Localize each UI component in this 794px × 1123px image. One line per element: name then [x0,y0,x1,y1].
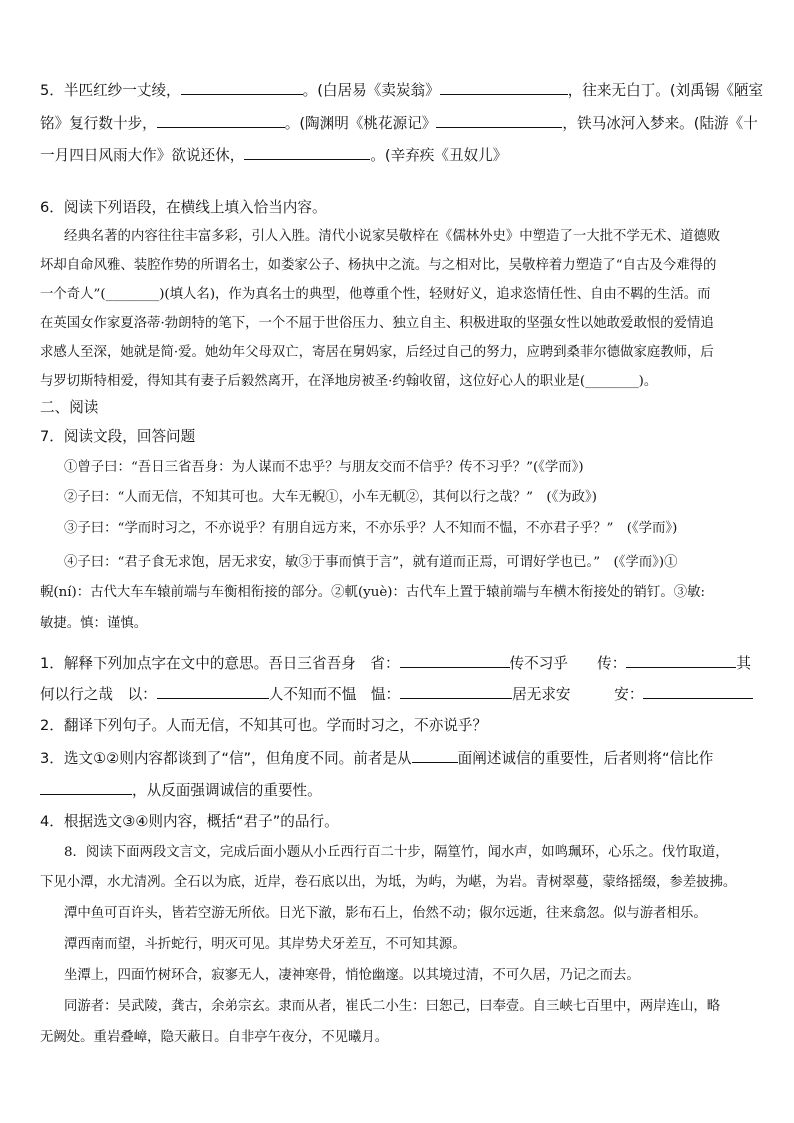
q7-blank-chuan[interactable] [626,653,736,668]
q7-blank-yun[interactable] [400,684,512,699]
section-title-reading: 二、阅读 [40,399,99,416]
q8-line-4: 坐潭上，四面竹树环合，寂寥无人，凄神寒骨，悄怆幽邃。以其境过清，不可久居，乃记之而去。 [64,968,640,983]
q5-line2 [40,113,760,134]
q8-line-3: 潭西南而望，斗折蛇行，明灭可见。其岸势犬牙差互，不可知其源。 [64,937,466,952]
q7-sub3-text-b: 面阐述诚信的重要性，后者则将“信比作 [457,750,714,767]
q7-sub1-text-c: 其 [736,655,751,672]
q7-sub3-line1 [40,748,760,769]
q7-notes-2: 敏捷。慎：谨慎。 [40,616,148,631]
q7-sub1-text-d: 何以行之哉 以： [40,686,157,703]
q5-l3-text-a: 一月四日风雨大作》欲说还休， [40,147,245,164]
q7-title: 7．阅读文段，回答问题 [40,428,196,445]
q7-blank-yi[interactable] [157,684,269,699]
q5-l1-text-c: ，往来无白丁。(刘禹锡《陋室 [567,82,764,99]
q8-line-5: 同游者：吴武陵，龚古，余弟宗玄。隶而从者，崔氏二小生：曰恕己，曰奉壹。自三峡七百里中，两岸连山，略 [64,999,721,1014]
q8-line-2: 潭中鱼可百许头，皆若空游无所依。日光下澈，影布石上，佁然不动；俶尔远逝，往来翕忽。似与游者相乐。 [64,906,707,921]
q7-blank-metaphor[interactable] [40,780,132,795]
q7-passage-1: ①曾子曰：“吾日三省吾身：为人谋而不忠乎？与朋友交而不信乎？传不习乎？”(《学而》) [64,460,584,475]
q5-l1-text-a: 5．半匹红纱一丈绫， [40,82,181,99]
q7-blank-angle[interactable] [412,748,458,763]
q7-sub1-line2 [40,684,760,705]
q8-line-1: 下见小潭，水尤清冽。全石以为底，近岸，卷石底以出，为坻，为屿，为嵁，为岩。青树翠蔓，蒙络摇缀，参差披拂。 [40,875,737,890]
q5-blank-1[interactable] [181,80,303,95]
q6-title: 6．阅读下列语段，在横线上填入恰当内容。 [40,199,327,216]
q7-sub3-text-a: 3．选文①②则内容都谈到了“信”，但角度不同。前者是从 [40,750,412,767]
q6-line-6: 与罗切斯特相爱，得知其有妻子后毅然离开，在泽地房被圣·约翰收留，这位好心人的职业是(________)。 [40,374,658,389]
q7-sub1-text-f: 居无求安 安： [512,686,644,703]
q7-sub1-text-a: 1．解释下列加点字在文中的意思。吾日三省吾身 省： [40,655,400,672]
q5-blank-4[interactable] [436,113,562,128]
q5-l3-text-b: 。(辛弃疾《丑奴儿》 [370,147,508,164]
q7-sub1-text-e: 人不知而不愠 愠： [268,686,401,703]
q5-line3 [40,145,760,166]
q5-blank-5[interactable] [244,145,370,160]
q8-line-6: 无阙处。重岩叠嶂，隐天蔽日。自非亭午夜分，不见曦月。 [40,1030,389,1045]
q5-l2-text-a: 铭》复行数十步， [40,115,157,132]
q7-passage-2: ②子曰：“人而无信，不知其可也。大车无輗①，小车无軏②，其何以行之哉？” (《为政》) [64,490,597,505]
q5-line1 [40,80,764,101]
q7-blank-xing[interactable] [400,653,510,668]
q6-line-2: 坏却自命风雅、装腔作势的所谓名士，如娄家公子、杨执中之流。与之相对比，吴敬梓着力塑造了“自古及今难得的 [40,258,717,273]
q5-l1-text-b: 。(白居易《卖炭翁》 [302,82,440,99]
q6-line-5: 求感人至深，她就是简·爱。她幼年父母双亡，寄居在舅妈家，后经过自己的努力，应聘到桑菲尔德做家庭教师，后 [40,345,714,360]
q7-notes-1: 輗(ní)：古代大车车辕前端与车衡相衔接的部分。②軏(yuè)：古代车上置于辕前端与车横木衔接处的销钉。③敏: [40,585,706,600]
q7-passage-3: ③子曰：“学而时习之，不亦说乎？有朋自远方来，不亦乐乎？人不知而不愠，不亦君子乎？” (《学而》) [64,521,678,536]
q5-blank-2[interactable] [440,80,568,95]
q6-line-4: 在英国女作家夏洛蒂·勃朗特的笔下，一个不屈于世俗压力、独立自主、积极进取的坚强女性以她敢爱敢恨的爱情追 [40,316,714,331]
q5-l2-text-b: 。(陶渊明《桃花源记》 [284,115,437,132]
q5-l2-text-c: ，铁马冰河入梦来。(陆游《十 [562,115,758,132]
q8-lead: 8．阅读下面两段文言文，完成后面小题从小丘西行百二十步，隔篁竹，闻水声，如鸣珮环，心乐之。伐竹取道， [64,845,729,860]
q7-sub3-text-c: ，从反面强调诚信的重要性。 [132,782,322,799]
q7-sub4: 4．根据选文③④则内容，概括“君子”的品行。 [40,813,339,830]
q7-sub2: 2．翻译下列句子。人而无信，不知其可也。学而时习之，不亦说乎？ [40,717,488,734]
q7-passage-4: ④子曰：“君子食无求饱，居无求安，敏③于事而慎于言”，就有道而正焉，可谓好学也已。” (《学而》)① [64,555,678,570]
q7-sub1-text-b: 传不习乎 传： [509,655,627,672]
q6-line-1: 经典名著的内容往往丰富多彩，引人入胜。清代小说家吴敬梓在《儒林外史》中塑造了一大批不学无术、道德败 [64,229,721,244]
q6-line-3: 一个奇人”(________)(填人名)，作为真名士的典型，他尊重个性，轻财好义，追求恣情任性、自由不羁的生活。而 [40,287,711,302]
q7-sub3-line2 [40,780,760,801]
q5-blank-3[interactable] [157,113,285,128]
q7-sub1-line1 [40,653,760,674]
q7-blank-an[interactable] [643,684,753,699]
